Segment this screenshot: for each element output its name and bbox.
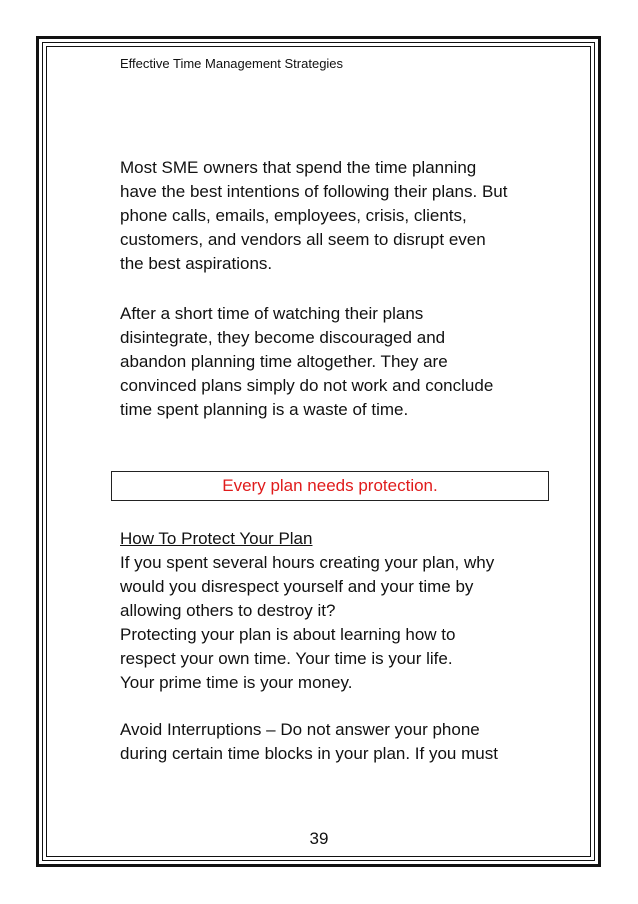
text-line: during certain time blocks in your plan. If you must — [120, 744, 498, 763]
text-line: respect your own time. Your time is your life. — [120, 649, 453, 668]
text-line: Protecting your plan is about learning how to — [120, 625, 456, 644]
text-line: customers, and vendors all seem to disrupt even — [120, 230, 486, 249]
paragraph-intro — [120, 156, 540, 276]
text-line: would you disrespect yourself and your time by — [120, 577, 474, 596]
text-line: phone calls, emails, employees, crisis, clients, — [120, 206, 467, 225]
running-header: Effective Time Management Strategies — [120, 56, 344, 71]
callout-box: Every plan needs protection. — [111, 471, 549, 501]
paragraph-discouraged — [120, 302, 540, 422]
paragraph-interruptions — [120, 718, 540, 766]
paragraph-protect — [120, 551, 540, 695]
section-heading: How To Protect Your Plan — [120, 529, 313, 548]
text-line: abandon planning time altogether. They are — [120, 352, 448, 371]
text-line: have the best intentions of following their plans. But — [120, 182, 508, 201]
text-line: convinced plans simply do not work and conclude — [120, 376, 494, 395]
text-line: After a short time of watching their plans — [120, 304, 424, 323]
text-line: time spent planning is a waste of time. — [120, 400, 409, 419]
text-line: Most SME owners that spend the time planning — [120, 158, 477, 177]
text-line: allowing others to destroy it? — [120, 601, 336, 620]
text-line: Your prime time is your money. — [120, 673, 353, 692]
page-number: 39 — [309, 829, 329, 848]
text-line: the best aspirations. — [120, 254, 273, 273]
text-line: If you spent several hours creating your plan, why — [120, 553, 495, 572]
text-line: disintegrate, they become discouraged and — [120, 328, 446, 347]
text-line: Avoid Interruptions – Do not answer your phone — [120, 720, 480, 739]
